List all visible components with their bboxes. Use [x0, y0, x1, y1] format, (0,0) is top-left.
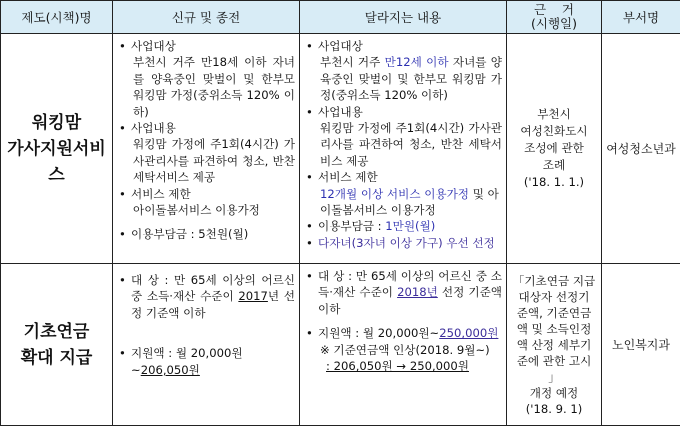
new-restriction-highlight: 12개월 이상 서비스 이용가정 [320, 186, 470, 201]
program-name-cell [1, 264, 113, 426]
header-basis-line1: 근 거 [533, 2, 575, 17]
basis-cell [507, 264, 602, 426]
old-target-title: 사업대상 [131, 39, 176, 53]
new-content-title: 사업내용 [318, 104, 363, 119]
basis-line: 조례 [542, 158, 566, 172]
bullet-icon: • [306, 269, 313, 283]
new-content-text: 워킹맘 가정에 주1회(4시간) 가사관리사를 파견하여 청소, 반찬 세탁서비스 제공 [320, 121, 502, 168]
new-restriction-title: 서비스 제한 [318, 170, 378, 185]
bullet-icon: • [306, 219, 313, 234]
bullet-icon: • [306, 235, 313, 250]
bullet-icon: • [306, 170, 313, 185]
basis-line: 개정 예정 [529, 385, 579, 400]
new-priority-text: 다자녀(3자녀 이상 가구) 우선 선정 [318, 235, 495, 250]
old-restriction-title: 서비스 제한 [131, 186, 191, 201]
new-pension-note-amount: : 206,050원 → 250,000원 [326, 359, 469, 374]
dept-cell: 노인복지과 [602, 264, 680, 426]
changed-content-cell [300, 264, 507, 426]
previous-content-cell [113, 34, 300, 264]
bullet-icon: • [306, 104, 313, 119]
basis-line: 준에 관한 고시 [516, 353, 592, 368]
old-pension-target: 대 상 : 만 65세 이상의 어르신 중 소득·재산 수준이 2017년 선정 기준액 이하 [131, 273, 295, 320]
basis-line: 부천시 [537, 107, 571, 121]
new-pension-amount: 지원액 : 월 20,000원~250,000원 [318, 326, 499, 341]
bullet-icon: • [119, 346, 126, 361]
table-row [1, 264, 680, 426]
basis-line: 준액, 기준연금 [516, 305, 592, 320]
basis-line: 」 [548, 369, 560, 384]
basis-date: ('18. 1. 1.) [523, 175, 585, 189]
basis-cell [507, 34, 602, 264]
basis-line: 액 및 소득인정 [516, 321, 592, 336]
old-restriction-text: 아이돌봄서비스 이용가정 [133, 203, 260, 218]
basis-line: 액 산정 세부기 [516, 337, 592, 352]
old-fee-text: 이용부담금 : 5천원(월) [131, 227, 249, 242]
header-dept: 부서명 [602, 1, 680, 34]
bullet-icon: • [119, 227, 126, 242]
basis-line: 여성친화도시 [520, 124, 588, 138]
changed-content-cell [300, 34, 507, 264]
bullet-icon: • [119, 186, 126, 201]
program-name-line2: 가사지원서비스 [7, 138, 106, 185]
basis-line: 조성에 관한 [524, 141, 584, 155]
previous-content-cell [113, 264, 300, 426]
program-name-cell [1, 34, 113, 264]
bullet-icon: • [119, 121, 126, 136]
basis-line: 「기초연금 지급 [512, 273, 596, 288]
header-system-name: 제도(시책)명 [1, 1, 113, 34]
program-name-line1: 워킹맘 [31, 112, 82, 133]
new-fee-highlight: 1만원(월) [385, 219, 436, 234]
bullet-icon: • [119, 273, 126, 287]
new-target-highlight: 만12세 이하 [384, 55, 449, 70]
header-new-or-old: 신규 및 종전 [113, 1, 300, 34]
program-name-line2: 확대 지급 [20, 347, 93, 368]
new-fee-text: 이용부담금 : 1만원(월) [318, 219, 436, 234]
bullet-icon: • [306, 326, 313, 341]
old-pension-amount: 지원액 : 월 20,000원~206,050원 [131, 346, 243, 377]
old-content-text: 워킹맘 가정에 주1회(4시간) 가사관리사를 파견하여 청소, 반찬 세탁서비스 제공 [133, 137, 295, 185]
new-restriction-text: 12개월 이상 서비스 이용가정 및 아이돌봄서비스 이용가정 [320, 186, 499, 218]
old-content-title: 사업내용 [131, 121, 176, 136]
table-header-row [1, 1, 680, 34]
bullet-icon: • [119, 39, 126, 53]
table-row [1, 34, 680, 264]
new-target-title: 사업대상 [318, 39, 363, 53]
program-name-line1: 기초연금 [23, 321, 90, 342]
basis-line: 대상자 선정기 [518, 289, 590, 304]
new-target-text: 부천시 거주 만12세 이하 자녀를 양육중인 맞벌이 및 한부모 워킹맘 가정(중위소득 120% 이하) [320, 55, 502, 103]
header-basis [507, 1, 602, 34]
old-target-text: 부천시 거주 만18세 이하 자녀를 양육중인 맞벌이 및 한부모 워킹맘 가정(중위소득 120% 이하) [133, 55, 295, 119]
header-basis-line2: (시행일) [531, 16, 577, 31]
header-changes: 달라지는 내용 [300, 1, 507, 34]
new-pension-target: 대 상 : 만 65세 이상의 어르신 중 소득·재산 수준이 2018년 선정 기준액 이하 [318, 269, 502, 316]
new-pension-note: ※ 기준연금액 인상(2018. 9월~) [320, 342, 490, 357]
dept-cell: 여성청소년과 [602, 34, 680, 264]
basis-date: ('18. 9. 1) [525, 401, 583, 416]
bullet-icon: • [306, 39, 313, 53]
